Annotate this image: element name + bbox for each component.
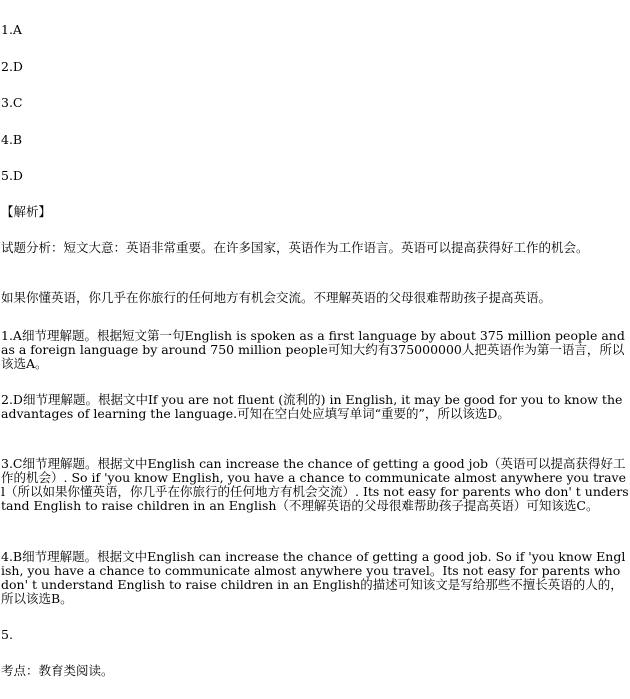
answer-5: 5.D <box>1 168 23 183</box>
analysis-heading: 【解析】 <box>1 204 52 219</box>
explanation-2: 2.D细节理解题。根据文中If you are not fluent (流利的) in English, it may be good for you to know the advantages of learning the language.可知在空白处应填写单词“重要的”，所以该选D。 <box>1 392 623 421</box>
explanation-3: 3.C细节理解题。根据文中English can increase the chance of getting a good job（英语可以提高获得好工作的机会）. So if 'you know English, you have a chance to communicate almost anywhere you travel（所以如果你懂英语，你几乎在你旅行的任何地方有机会交流）. Its not easy for parents who don' t understand English to raise children in an English（不理解英语的父母很难帮助孩子提高英语）可知该选C。 <box>1 456 629 513</box>
answer-4: 4.B <box>1 132 23 147</box>
answer-2: 2.D <box>1 59 23 74</box>
summary-paragraph-2: 如果你懂英语，你几乎在你旅行的任何地方有机会交流。不理解英语的父母很难帮助孩子提高英语。 <box>1 290 552 305</box>
explanation-1: 1.A细节理解题。根据短文第一句English is spoken as a first language by about 375 million people and as a foreign language by around 750 million people可知大约有375000000人把英语作为第一语言，所以该选A。 <box>1 328 625 371</box>
explanation-5: 5. <box>1 627 13 642</box>
summary-paragraph: 试题分析：短文大意：英语非常重要。在许多国家，英语作为工作语言。英语可以提高获得好工作的机会。 <box>1 240 589 255</box>
answer-3: 3.C <box>1 95 23 110</box>
kaodian-line: 考点：教育类阅读。 <box>1 663 114 678</box>
explanation-4: 4.B细节理解题。根据文中English can increase the chance of getting a good job. So if 'you know English, you have a chance to communicate almost anywhere you travel。Its not easy for parents who don' t understand English to raise children in an English的描述可知该文是写给那些不擅长英语的人的，所以该选B。 <box>1 549 626 606</box>
answer-1: 1.A <box>1 22 22 37</box>
